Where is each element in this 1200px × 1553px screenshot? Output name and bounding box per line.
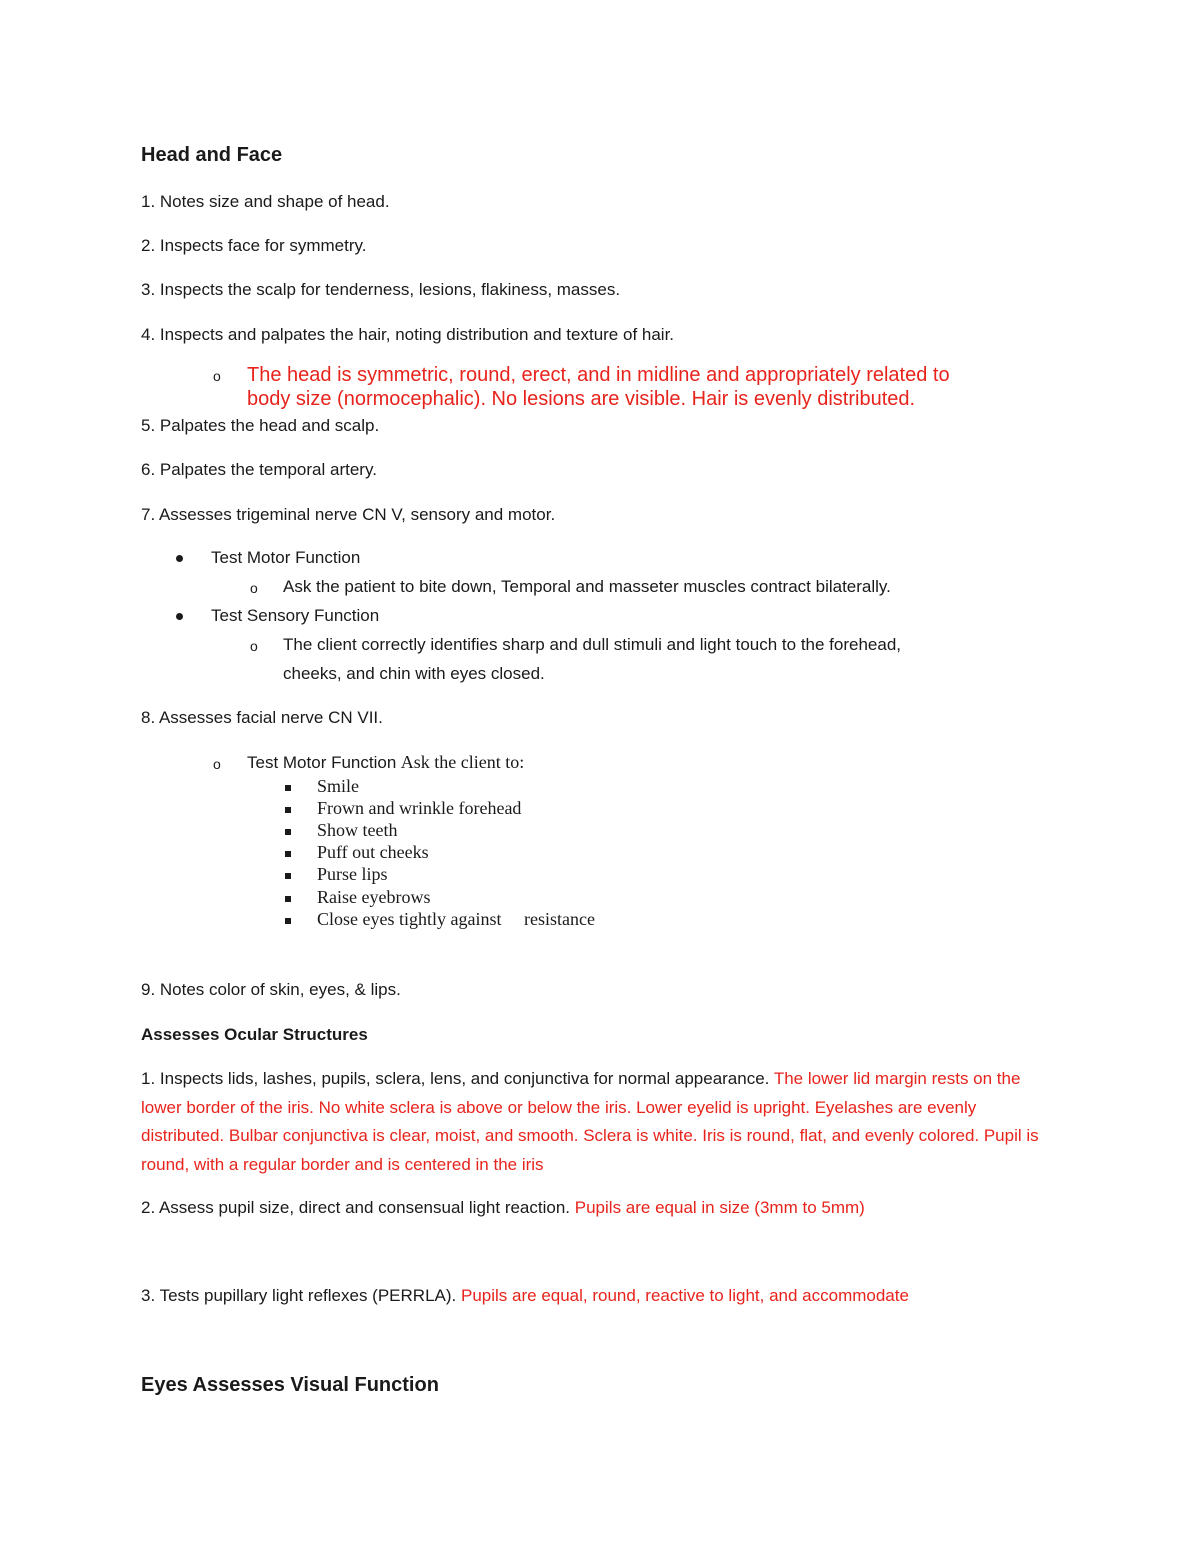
bullet-dot-icon: [176, 613, 183, 620]
sub-item-label: Test Sensory Function: [211, 606, 380, 625]
bullet-dot-icon: [176, 555, 183, 562]
square-bullet-icon: [285, 896, 291, 902]
action-item: Raise eyebrows: [317, 887, 431, 907]
ocular-item-2: [141, 1198, 865, 1218]
finding-text: Pupils are equal in size (3mm to 5mm): [574, 1198, 865, 1217]
list-item: 1. Notes size and shape of head.: [141, 192, 390, 211]
list-item: 6. Palpates the temporal artery.: [141, 460, 377, 479]
sub-item-label-sans: Test Motor Function: [247, 753, 397, 772]
section-heading-ocular-structures: Assesses Ocular Structures: [141, 1025, 368, 1044]
action-item: Purse lips: [317, 864, 388, 884]
section-heading-visual-function: Eyes Assesses Visual Function: [141, 1374, 439, 1396]
square-bullet-icon: [285, 851, 291, 857]
action-item: Frown and wrinkle forehead: [317, 798, 522, 818]
ocular-item-3: [141, 1286, 909, 1306]
square-bullet-icon: [285, 829, 291, 835]
square-bullet-icon: [285, 807, 291, 813]
sub-item-finding: The client correctly identifies sharp and dull stimuli and light touch to the forehead,: [283, 635, 902, 654]
circle-bullet-marker: o: [250, 638, 258, 654]
list-item: 8. Assesses facial nerve CN VII.: [141, 708, 383, 727]
finding-text: The head is symmetric, round, erect, and in midline and appropriately related to: [247, 364, 950, 386]
sub-item-finding: Ask the patient to bite down, Temporal and masseter muscles contract bilaterally.: [283, 577, 891, 596]
item-text: 2. Assess pupil size, direct and consensual light reaction.: [141, 1198, 571, 1217]
sub-item-label: Test Motor Function: [211, 548, 361, 567]
circle-bullet-marker: o: [250, 580, 258, 596]
sub-item-label: [247, 752, 524, 773]
circle-bullet-marker: o: [213, 756, 221, 772]
finding-text: body size (normocephalic). No lesions are visible. Hair is evenly distributed.: [247, 388, 916, 410]
action-item: Show teeth: [317, 820, 398, 840]
list-item: 2. Inspects face for symmetry.: [141, 236, 367, 255]
list-item: 4. Inspects and palpates the hair, noting distribution and texture of hair.: [141, 325, 675, 344]
item-text: 1. Inspects lids, lashes, pupils, sclera, lens, and conjunctiva for normal appearance.: [141, 1069, 770, 1088]
item-text: 3. Tests pupillary light reflexes (PERRLA).: [141, 1286, 457, 1305]
list-item: 7. Assesses trigeminal nerve CN V, sensory and motor.: [141, 505, 556, 524]
sub-item-label-serif: Ask the client to:: [400, 752, 525, 772]
action-item: Puff out cheeks: [317, 842, 429, 862]
list-item: 5. Palpates the head and scalp.: [141, 416, 380, 435]
square-bullet-icon: [285, 918, 291, 924]
finding-text: Pupils are equal, round, reactive to light, and accommodate: [461, 1286, 909, 1305]
action-item: Smile: [317, 776, 360, 796]
square-bullet-icon: [285, 873, 291, 879]
list-item: 9. Notes color of skin, eyes, & lips.: [141, 980, 401, 999]
circle-bullet-marker: o: [213, 368, 221, 384]
ocular-item-1: [141, 1065, 1061, 1179]
square-bullet-icon: [285, 785, 291, 791]
action-item: Close eyes tightly against resistance: [317, 909, 595, 929]
finding-text: The lower lid margin rests on the lower border of the iris. No white sclera is above or below the iris. Lower eyelid is upright. Eyelashes are evenly distributed. Bulbar conjunctiva is clear, moist, and smooth. Sclera is white. Iris is round, flat, and evenly colored. Pupil is round, with a regular border and is centered in the iris: [141, 1069, 1039, 1174]
list-item: 3. Inspects the scalp for tenderness, lesions, flakiness, masses.: [141, 280, 621, 299]
section-heading-head-and-face: Head and Face: [141, 144, 283, 166]
sub-item-finding: cheeks, and chin with eyes closed.: [283, 664, 545, 683]
